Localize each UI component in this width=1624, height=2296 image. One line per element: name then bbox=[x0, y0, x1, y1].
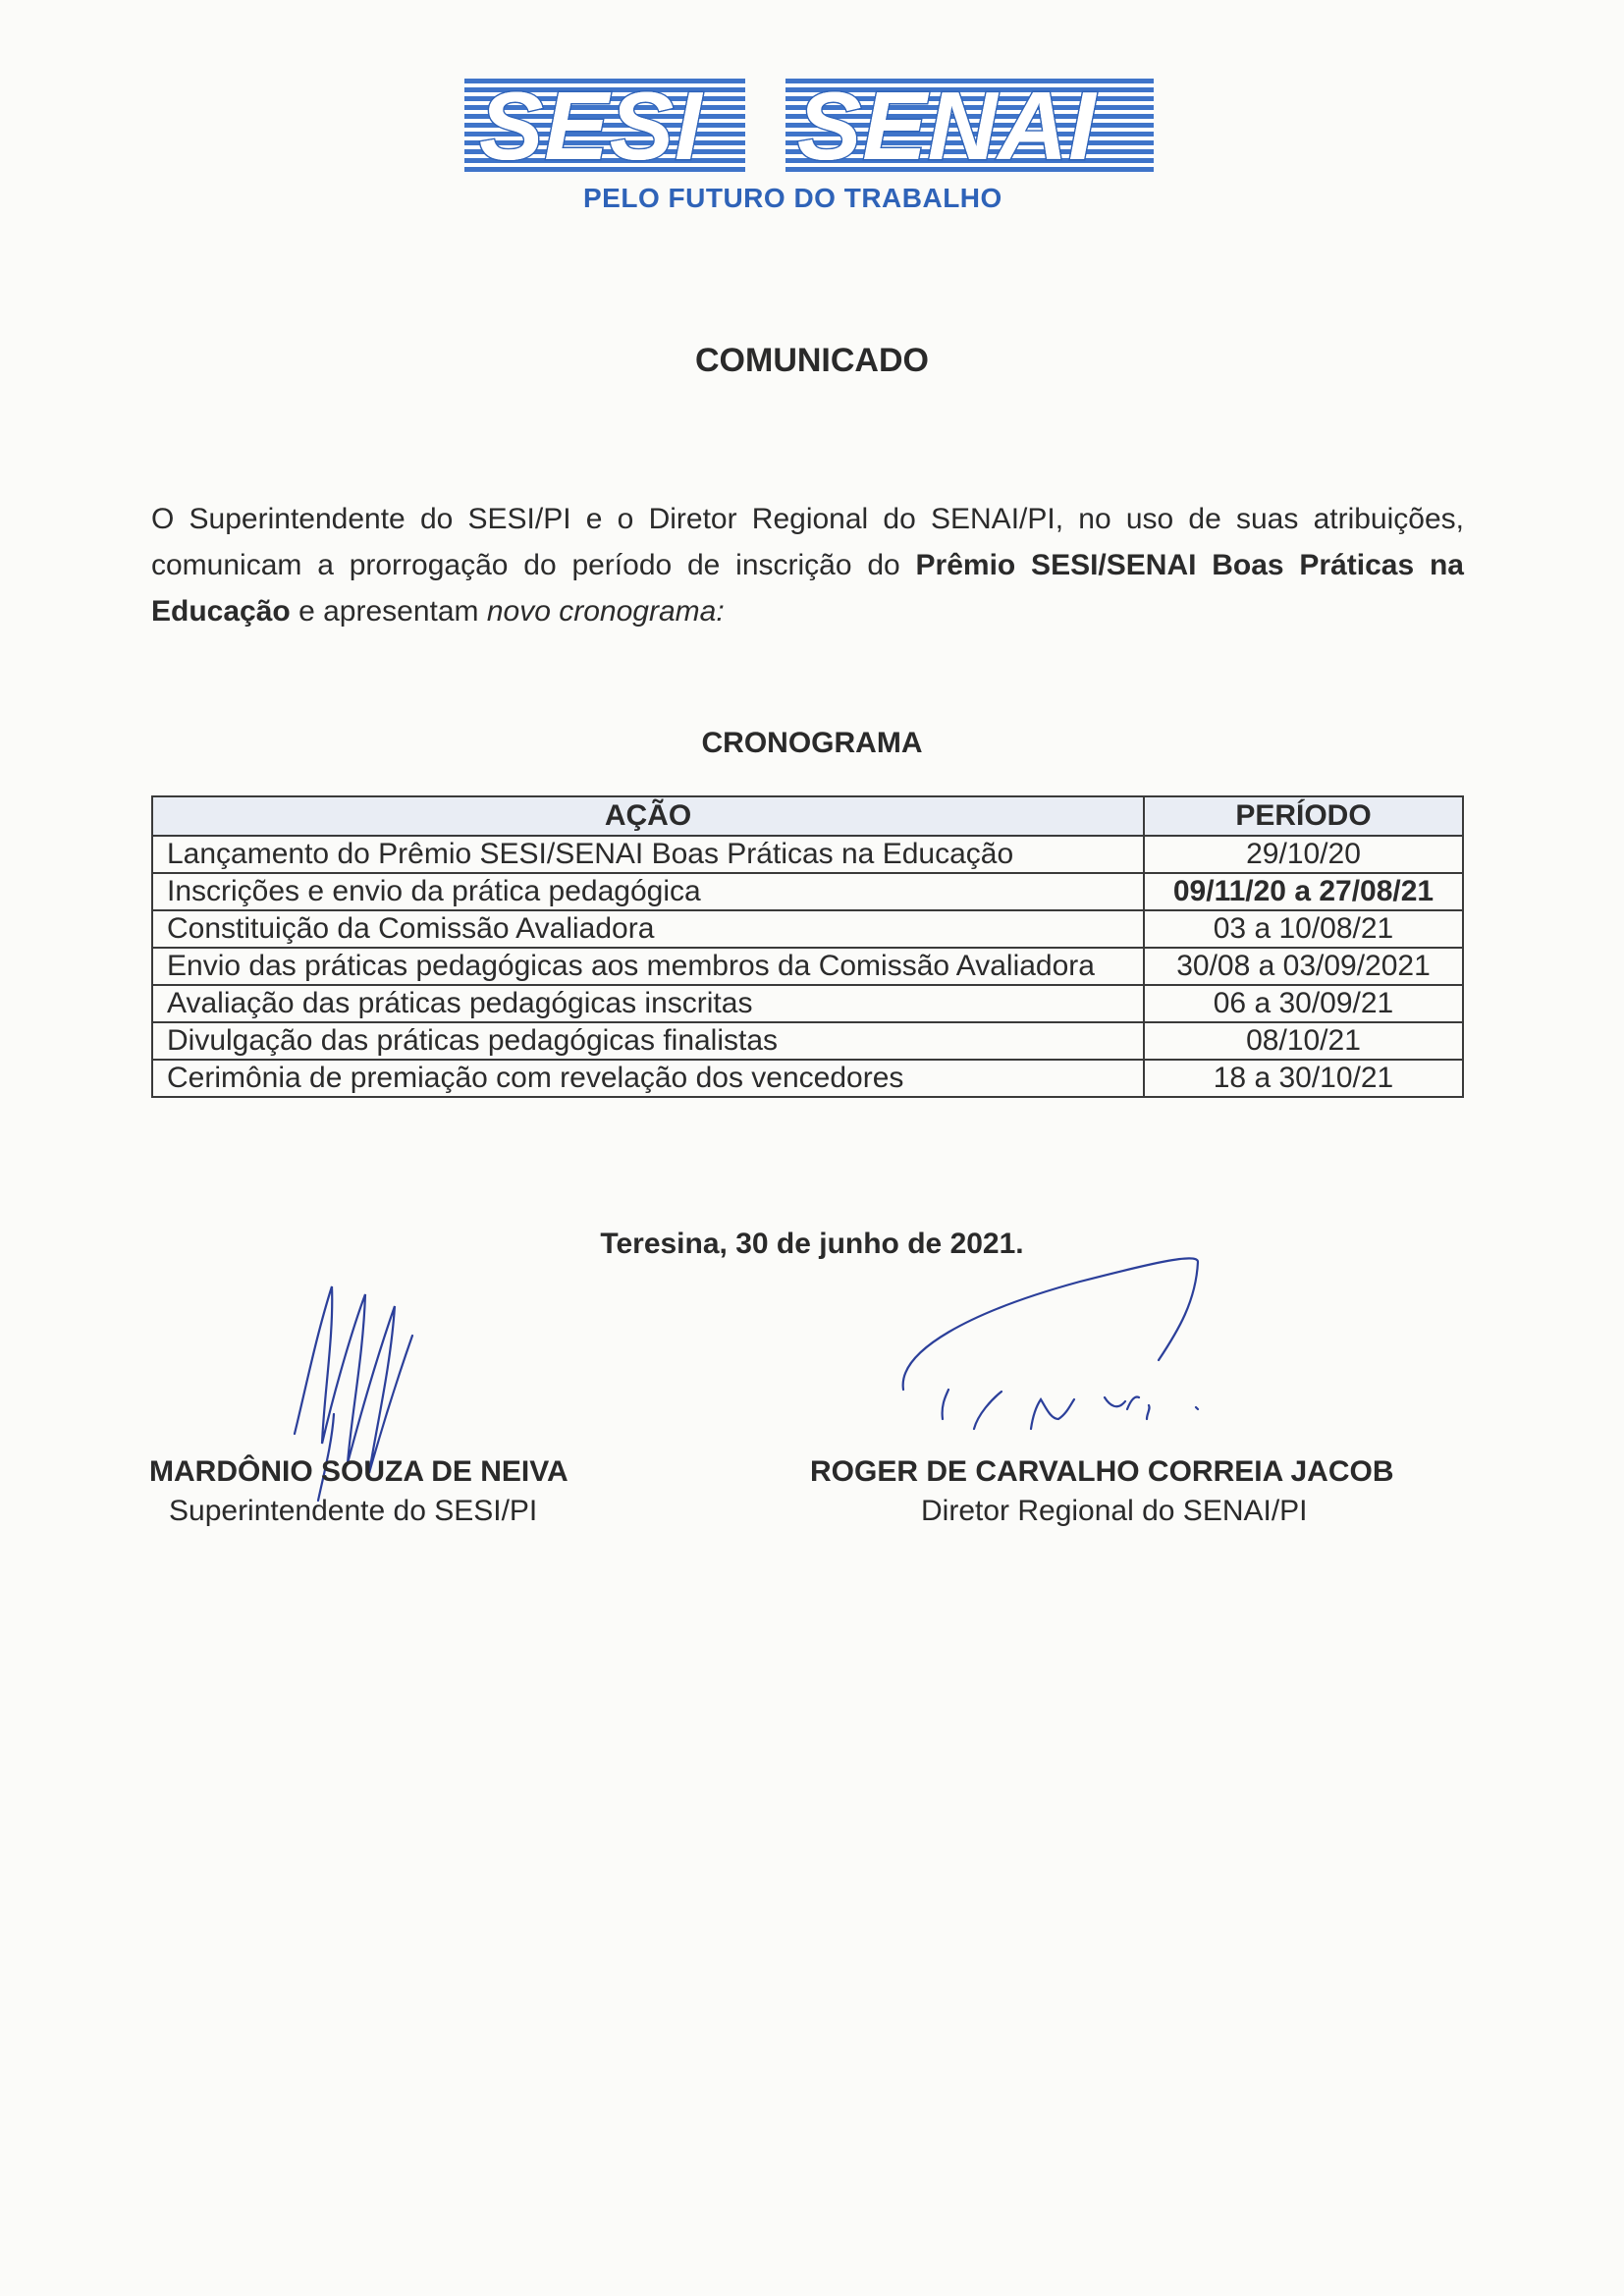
intro-text-2: e apresentam bbox=[290, 595, 487, 628]
intro-award-name: Prêmio SESI/SENAI Boas Práticas na Educação bbox=[151, 549, 1464, 628]
row-acao: Divulgação das práticas pedagógicas finalistas bbox=[152, 1022, 1144, 1060]
logo-tagline: PELO FUTURO DO TRABALHO bbox=[583, 183, 1002, 213]
row-periodo: 06 a 30/09/21 bbox=[1144, 985, 1463, 1022]
schedule-table bbox=[151, 795, 1464, 1098]
signatory-left-name: MARDÔNIO SOUZA DE NEIVA bbox=[149, 1455, 568, 1488]
row-acao: Avaliação das práticas pedagógicas inscritas bbox=[152, 985, 1144, 1022]
schedule-title: CRONOGRAMA bbox=[701, 727, 923, 759]
row-periodo: 30/08 a 03/09/2021 bbox=[1144, 948, 1463, 985]
row-acao: Cerimônia de premiação com revelação dos vencedores bbox=[152, 1060, 1144, 1097]
row-acao: Lançamento do Prêmio SESI/SENAI Boas Práticas na Educação bbox=[152, 836, 1144, 873]
table-row bbox=[152, 948, 1463, 985]
table-row bbox=[152, 873, 1463, 910]
row-periodo: 29/10/20 bbox=[1144, 836, 1463, 873]
row-acao: Inscrições e envio da prática pedagógica bbox=[152, 873, 1144, 910]
signatory-right-name: ROGER DE CARVALHO CORREIA JACOB bbox=[810, 1455, 1394, 1488]
header-acao: AÇÃO bbox=[152, 796, 1144, 836]
logo-sesi-text: SESI bbox=[479, 72, 703, 180]
row-periodo: 18 a 30/10/21 bbox=[1144, 1060, 1463, 1097]
table-row bbox=[152, 1022, 1463, 1060]
row-acao: Constituição da Comissão Avaliadora bbox=[152, 910, 1144, 948]
signatory-right-role: Diretor Regional do SENAI/PI bbox=[921, 1495, 1308, 1527]
intro-text-1: O Superintendente do SESI/PI e o Diretor Regional do SENAI/PI, no uso de suas atribuições, comunicam a prorrogação do período de inscrição do bbox=[151, 503, 1464, 581]
place-and-date: Teresina, 30 de junho de 2021. bbox=[600, 1228, 1024, 1260]
table-row bbox=[152, 985, 1463, 1022]
logo-senai-text: SENAI bbox=[797, 72, 1097, 180]
row-acao: Envio das práticas pedagógicas aos membros da Comissão Avaliadora bbox=[152, 948, 1144, 985]
intro-text-italic: novo cronograma: bbox=[486, 595, 725, 628]
table-row bbox=[152, 910, 1463, 948]
row-periodo: 09/11/20 a 27/08/21 bbox=[1144, 873, 1463, 910]
table-row bbox=[152, 1060, 1463, 1097]
row-periodo: 03 a 10/08/21 bbox=[1144, 910, 1463, 948]
row-periodo: 08/10/21 bbox=[1144, 1022, 1463, 1060]
table-header-row bbox=[152, 796, 1463, 836]
signatory-left-role: Superintendente do SESI/PI bbox=[169, 1495, 538, 1527]
intro-paragraph bbox=[151, 496, 1464, 634]
signature-right-icon bbox=[884, 1232, 1257, 1458]
header-periodo: PERÍODO bbox=[1144, 796, 1463, 836]
sesi-senai-logo bbox=[461, 73, 1159, 220]
table-row bbox=[152, 836, 1463, 873]
document-title: COMUNICADO bbox=[695, 342, 929, 379]
